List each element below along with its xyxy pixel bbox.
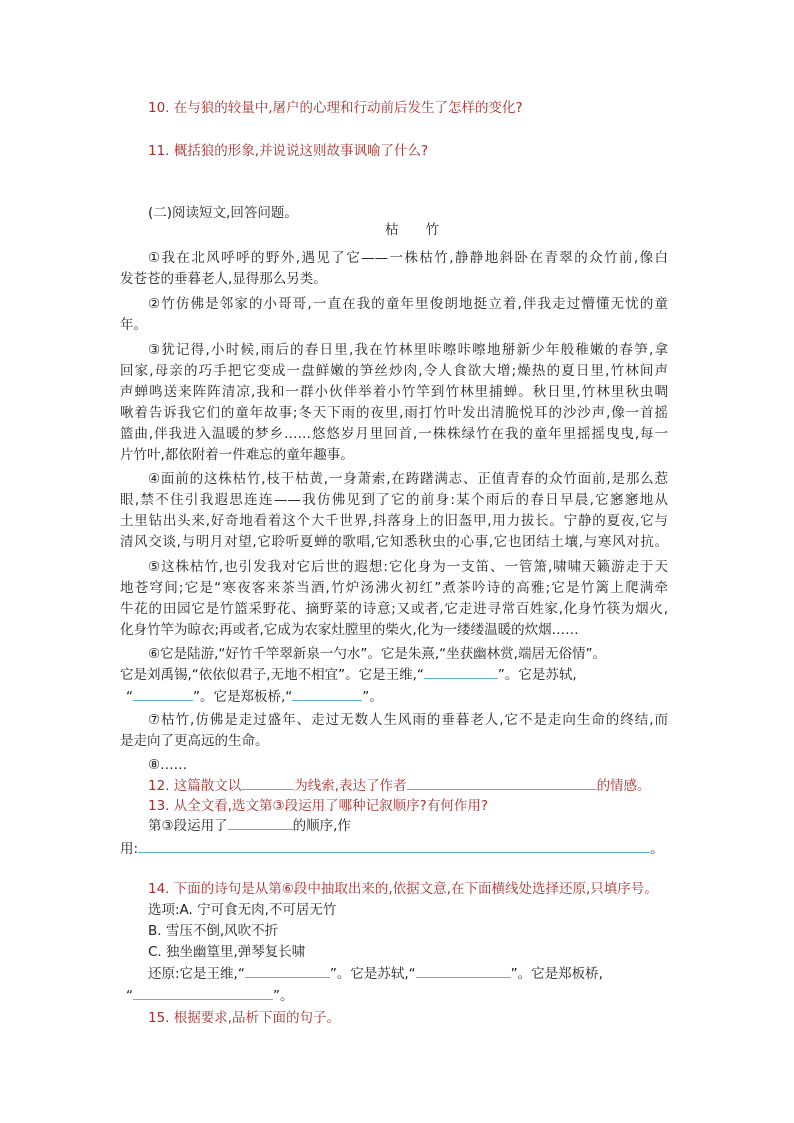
paragraph-4-line: 清风交谈,与明月对望,它聆听夏蝉的歌唱,它知悉秋虫的心事,它也团结土壤,与寒风对抗。 (120, 534, 668, 550)
blank-clue (241, 776, 294, 790)
paragraph-5-line: 地苍穹间;它是“寒夜客来茶当酒,竹炉汤沸火初红”煮茶吟诗的高雅;它是竹篱上爬满牵 (120, 580, 668, 596)
blank-restore-wangwei (245, 964, 330, 978)
restore-line (148, 964, 603, 984)
answer-text: 用: (120, 841, 139, 857)
passage-title: 枯 竹 (385, 222, 439, 238)
paragraph-1-line: 发苍苍的垂暮老人,显得那么另类。 (120, 271, 327, 287)
question-12-text: 的情感。 (596, 778, 651, 794)
blank-function (138, 839, 650, 853)
blank-sushi (133, 687, 193, 701)
restore-text: ”。它是郑板桥, (510, 966, 603, 982)
paragraph-6-line (126, 687, 383, 707)
paragraph-5-line: 化身竹竿为晾衣;再或者,它成为农家灶膛里的柴火,化为一缕缕温暖的炊烟…… (120, 622, 579, 638)
option-a: 选项:A. 宁可食无肉,不可居无竹 (148, 902, 337, 918)
question-10: 10. 在与狼的较量中,屠户的心理和行动前后发生了怎样的变化? (148, 100, 523, 116)
paragraph-7-line: ⑦枯竹,仿佛是走过盛年、走过无数人生风雨的垂暮老人,它不是走向生命的终结,而 (148, 712, 668, 728)
answer-text: 。 (650, 841, 664, 857)
question-11: 11. 概括狼的形象,并说说这则故事讽喻了什么? (148, 143, 429, 159)
paragraph-4-line: 土里钻出头来,好奇地看着这个大千世界,抖落身上的旧盔甲,用力拔长。宁静的夏夜,它与 (120, 513, 668, 529)
paragraph-3-line: 声蝉鸣送来阵阵清凉,我和一群小伙伴举着小竹竿到竹林里捕蝉。秋日里,竹林里秋虫啁 (120, 384, 668, 400)
restore-text: ”。 (273, 988, 294, 1004)
paragraph-6-text: 它是刘禹锡,“依依似君子,无地不相宜”。它是王维,“ (120, 667, 424, 683)
paragraph-1-line: ①我在北风呼呼的野外,遇见了它——一株枯竹,静静地斜卧在青翠的众竹前,像白 (148, 250, 668, 266)
option-c: C. 独坐幽篁里,弹琴复长啸 (148, 944, 306, 960)
paragraph-6-line: ⑥它是陆游,“好竹千竿翠新泉一勺水”。它是朱熹,“坐获幽林赏,端居无俗情”。 (148, 646, 606, 662)
restore-text: “ (126, 988, 133, 1004)
question-12 (148, 776, 651, 796)
paragraph-8-line: ⑧…… (148, 757, 188, 773)
blank-narrative-order (228, 816, 293, 830)
answer-text: 第③段运用了 (148, 818, 228, 834)
blank-wangwei (424, 665, 498, 679)
option-b: B. 雪压不倒,风吹不折 (148, 923, 279, 939)
paragraph-3-line: 片竹叶,都依附着一件难忘的童年趣事。 (120, 447, 354, 463)
question-12-text: 为线索,表达了作者 (294, 778, 407, 794)
paragraph-3-line: 回家,母亲的巧手把它变成一盘鲜嫩的笋丝炒肉,令人食欲大增;燥热的夏日里,竹林间声 (120, 363, 668, 379)
question-13: 13. 从全文看,选文第③段运用了哪种记叙顺序?有何作用? (148, 798, 488, 814)
paragraph-2-line: 年。 (120, 317, 147, 333)
paragraph-6-line (120, 665, 577, 685)
restore-text: 还原:它是王维,“ (148, 966, 245, 982)
paragraph-6-text: “ (126, 689, 133, 705)
question-12-text: 12. 这篇散文以 (148, 778, 242, 794)
section-heading: (二)阅读短文,回答问题。 (148, 205, 298, 221)
blank-emotion (407, 776, 597, 790)
paragraph-3-line: 啾着告诉我它们的童年故事;冬天下雨的夜里,雨打竹叶发出清脆悦耳的沙沙声,像一首摇 (120, 405, 668, 421)
question-13-answer-line (148, 816, 351, 836)
paragraph-5-line: ⑤这株枯竹,也引发我对它后世的遐想:它化身为一支笛、一管箫,啸啸天籁游走于天 (148, 559, 668, 575)
paragraph-4-line: ④面前的这株枯竹,枝干枯黄,一身萧索,在踌躇满志、正值青春的众竹面前,是那么惹 (148, 471, 668, 487)
blank-restore-zhengbanqiao (133, 986, 273, 1000)
question-14: 14. 下面的诗句是从第⑥段中抽取出来的,依据文意,在下面横线处选择还原,只填序号。 (148, 881, 658, 897)
paragraph-6-text: ”。它是郑板桥,“ (193, 689, 293, 705)
paragraph-5-line: 牛花的田园它是竹篮采野花、摘野菜的诗意;又或者,它走进寻常百姓家,化身竹筷为烟火, (120, 601, 668, 617)
paragraph-3-line: ③犹记得,小时候,雨后的春日里,我在竹林里咔嚓咔嚓地掰新少年般稚嫩的春笋,拿 (148, 342, 668, 358)
question-13-answer-line (120, 839, 664, 859)
paragraph-4-line: 眼,禁不住引我遐思连连——我仿佛见到了它的前身:某个雨后的春日早晨,它窸窸地从 (120, 492, 668, 508)
answer-text: 的顺序,作 (292, 818, 351, 834)
paragraph-7-line: 是走向了更高远的生命。 (120, 733, 269, 749)
paragraph-6-text: ”。 (362, 689, 383, 705)
restore-line (126, 986, 294, 1006)
question-15: 15. 根据要求,品析下面的句子。 (148, 1010, 341, 1026)
paragraph-2-line: ②竹仿佛是邻家的小哥哥,一直在我的童年里俊朗地挺立着,伴我走过懵懂无忧的童 (148, 296, 668, 312)
paragraph-6-text: ”。它是苏轼, (497, 667, 577, 683)
blank-zhengbanqiao (292, 687, 362, 701)
paragraph-3-line: 篮曲,伴我进入温暖的梦乡……悠悠岁月里回首,一株株绿竹在我的童年里摇摇曳曳,每一 (120, 426, 668, 442)
restore-text: ”。它是苏轼,“ (329, 966, 416, 982)
blank-restore-sushi (416, 964, 511, 978)
